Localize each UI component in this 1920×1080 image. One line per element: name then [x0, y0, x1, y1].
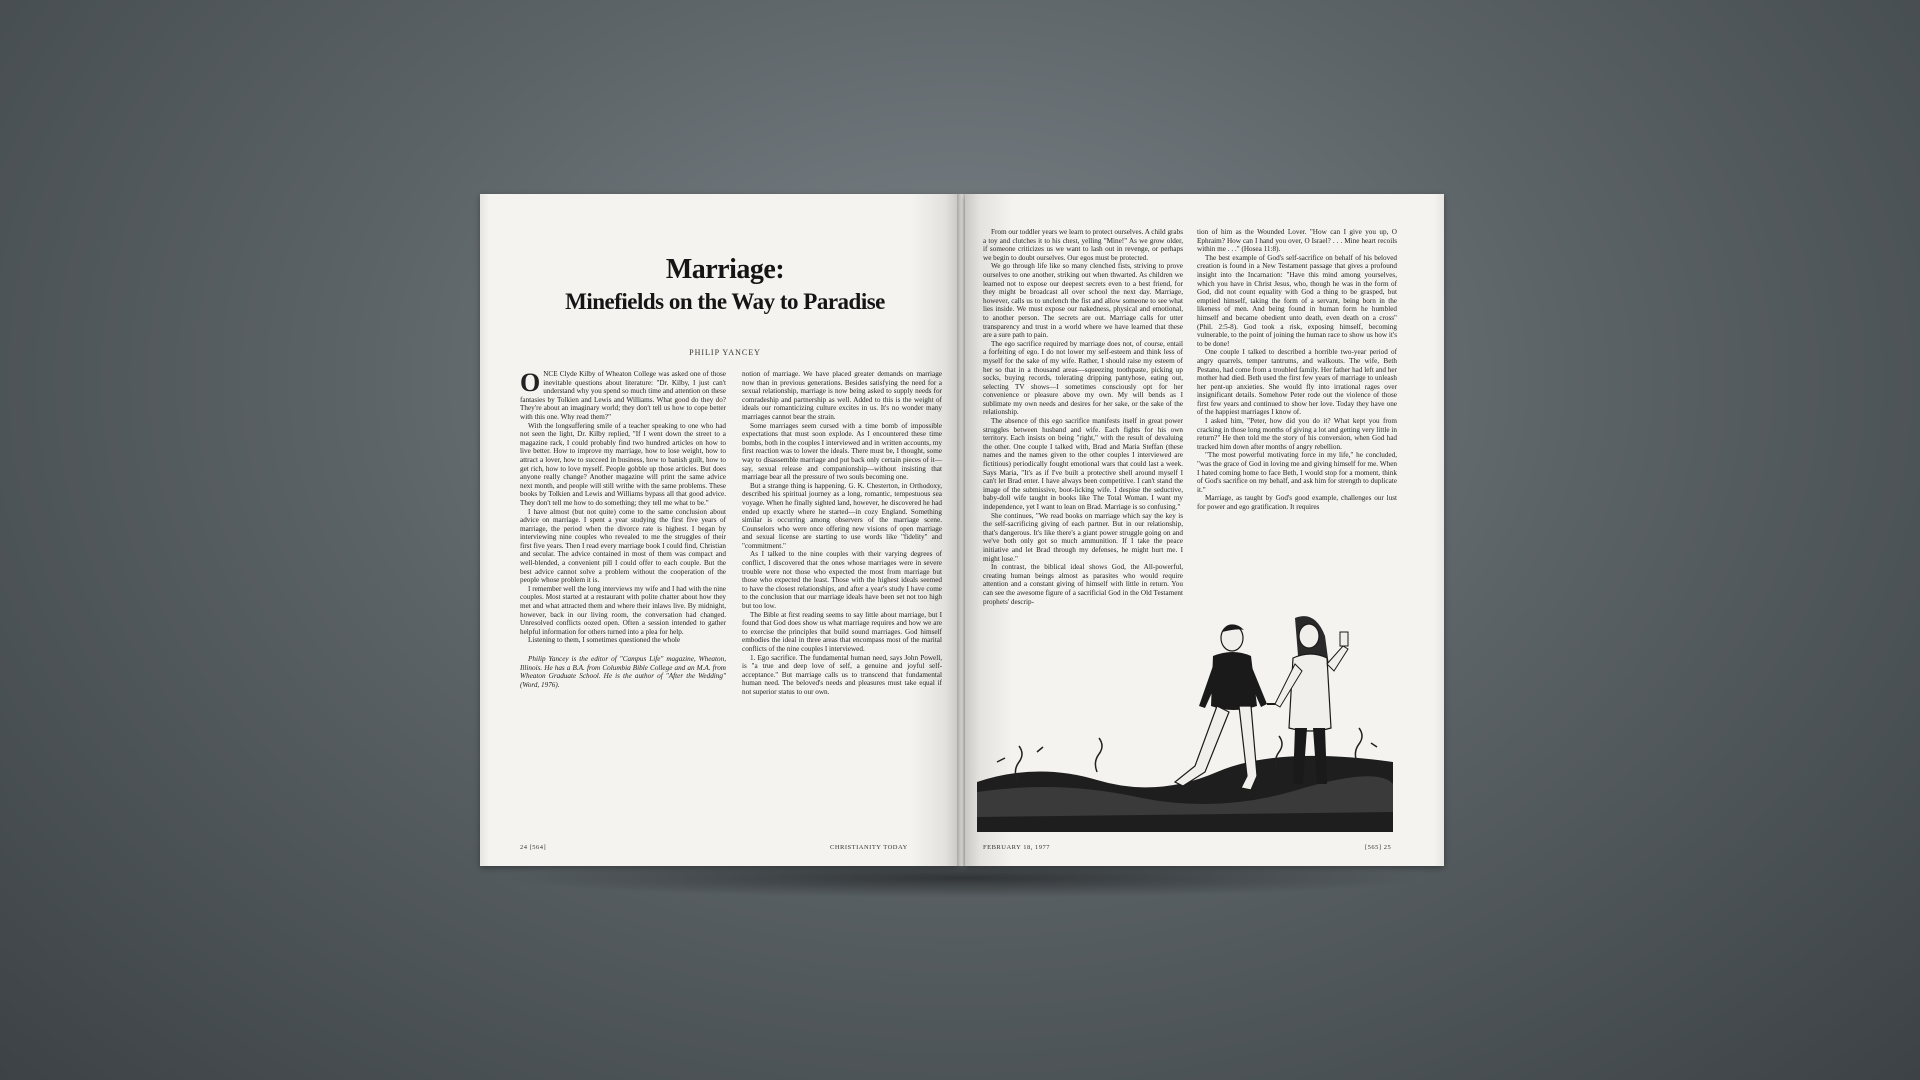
paragraph: She continues, "We read books on marriage which say the key is the self-sacrificing giving of each partner. But in our relationship, that's dangerous. It's like there's a giant power struggle going on and we've both only got so much ammunition. If I take the peace initiative and let Brad through my defenses, he might hurt me. I might lose." [983, 511, 1183, 563]
drop-cap: O [520, 370, 541, 397]
paragraph: Some marriages seem cursed with a time bomb of impossible expectations that must soon explode. As I encountered these time bombs, both in the couples I interviewed and in written accounts, my first reaction was to lower the ideals. There must be, I thought, some way to disassemble marriage and put back only certain pieces of it—say, sexual release and companionship—without insisting that marriage bear all the pressure of two souls becoming one. [742, 421, 942, 482]
paragraph: Marriage, as taught by God's good example, challenges our lust for power and ego gratification. It requires [1197, 494, 1397, 511]
paragraph: The best example of God's self-sacrifice on behalf of his beloved creation is found in a New Testament passage that gives a profound insight into the Incarnation: "Have this mind among yourselves, which you have in Christ Jesus, who, though he was in the form of God, did not count equality with God a thing to be grasped, but emptied himself, taking the form of a servant, being born in the likeness of men. And being found in human form he humbled himself and became obedient unto death, even death on a cross" (Phil. 2:5-8). God took a risk, exposing himself, becoming vulnerable, to the point of joining the human race to show us how it's to be done! [1197, 253, 1397, 348]
paragraph: I have almost (but not quite) come to the same conclusion about advice on marriage. I spent a year studying the first five years of marriage, the period when the divorce rate is highest. I began by interviewing nine couples who revealed to me the struggles of their first five years. Then I read every marriage book I could find, Christian and secular. The advice contained in most of them was compact and well-blended, a convenient pill I could offer to each couple. But the best advice cannot solve a problem without the cooperation of the people whose problem it is. [520, 507, 726, 585]
footer-page-number: 24 [564] [520, 844, 547, 851]
paragraph: tion of him as the Wounded Lover. "How can I give you up, O Ephraim? How can I hand you over, O Israel? . . . Mine heart recoils within me . . ." (Hosea 11:8). [1197, 228, 1397, 254]
man-figure [1175, 624, 1267, 790]
paragraph: Listening to them, I sometimes questioned the whole [528, 636, 681, 645]
right-page [965, 194, 1444, 866]
paragraph: I asked him, "Peter, how did you do it? What kept you from cracking in those long months of giving a lot and getting very little in return?" He then told me the story of his conversion, when God had tracked him down after months of angry rebellion. [1197, 417, 1397, 451]
paragraph: ONCE Clyde Kilby of Wheaton College was asked one of those inevitable questions about literature: "Dr. Kilby, I just can't understand why you spend so much time and attention on these fantasies by Tolkien and Lewis and Williams. What good do they do? They're about an imaginary world; they don't tell us how to cope better with this one. Why read them?" [520, 370, 726, 421]
footer-date: FEBRUARY 18, 1977 [983, 844, 1050, 851]
title-line-2: Minefields on the Way to Paradise [565, 289, 885, 314]
paragraph: 1. Ego sacrifice. The fundamental human need, says John Powell, is "a true and deep love of self, a genuine and joyful self-acceptance." But marriage calls us to transcend that fundamental human need. The beloved's needs and pleasures must take equal if not superior status to our own. [742, 653, 942, 696]
footer-page-number: [565] 25 [1365, 844, 1392, 851]
paragraph: From our toddler years we learn to protect ourselves. A child grabs a toy and clutches it to his chest, yelling "Mine!" As we grow older, if someone criticizes us we want to lash out in revenge, or perhaps we begin to doubt ourselves. Our egos must be protected. [983, 228, 1183, 262]
paragraph: I remember well the long interviews my wife and I had with the nine couples. Most started at a restaurant with polite chatter about how they met and what attracted them and where their inlaws live. By midnight, however, back in our living room, the conversation had changed. Unresolved conflicts oozed open. Often a session intended to gather helpful information for others turned into a plea for help. [520, 584, 726, 636]
paragraph: "The most powerful motivating force in my life," he concluded, "was the grace of God in loving me and giving himself for me. When I hated coming home to face Beth, I would stop for a moment, think of God's sacrifice on my behalf, and ask him for strength to duplicate it." [1197, 451, 1397, 494]
left-column-1 [520, 370, 726, 840]
paragraph: As I talked to the nine couples with their varying degrees of conflict, I discovered that the ones whose marriages were in severe trouble were not those who expected the most from marriage but those who expected the least. Those with the highest ideals seemed to have the closest relationships, and after a year's study I have come to the conclusion that our marriage ideals have been set not too high but too low. [742, 550, 942, 611]
paragraph: In contrast, the biblical ideal shows God, the All-powerful, creating human beings almost as parasites who would require attention and a constant giving of himself with little in return. You can see the awesome figure of a sacrificial God in the Old Testament prophets' descrip- [983, 563, 1183, 606]
right-column-2 [1197, 228, 1397, 604]
paragraph: The Bible at first reading seems to say little about marriage, but I found that God does show us what marriage requires and how we are to exercise the principles that build sound marriages. God himself embodies the ideal in three areas that encompass most of the marital conflicts of the nine couples I interviewed. [742, 610, 942, 653]
paragraph: notion of marriage. We have placed greater demands on marriage now than in previous generations. Besides satisfying the need for a sexual relationship, marriage is now being asked to supply needs for comradeship and partnership as well. Added to this is the weight of ideals our romanticizing culture excites in us. It's no wonder many marriages cannot bear the strain. [742, 370, 942, 421]
open-magazine [480, 194, 1444, 866]
paragraph: We go through life like so many clenched fists, striving to prove ourselves to one another, striking out when thwarted. As children we learned not to expose our deepest secrets even to a best friend, for they might be broadcast all over school the next day. Marriage, however, calls us to unclench the fist and allow someone to see what lies inside. We must expose our nakedness, physical and emotional, to another person. The secrets are out. Marriage calls for utter transparency and trust in a world where we have learned that these are a sure path to pain. [983, 262, 1183, 340]
paragraph: One couple I talked to described a horrible two-year period of angry quarrels, temper tantrums, and walkouts. The wife, Beth Pestano, had come from a troubled family. Her father had left and her mother had died. Beth used the first few years of marriage to unleash her pent-up anxieties. She would fly into irrational rages over insignificant details. Somehow Peter rode out the violence of those first few years and continued to show her love. Today they have one of the happiest marriages I know of. [1197, 348, 1397, 417]
paragraph: But a strange thing is happening. G. K. Chesterton, in Orthodoxy, described his spiritual journey as a long, romantic, tempestuous sea voyage. When he finally sighted land, however, he discovered he had ended up exactly where he started—in cozy England. Something similar is occurring among observers of the marriage scene. Counselors who were once offering new visions of open marriage and sexual license are starting to use words like "fidelity" and "commitment." [742, 481, 942, 550]
title-line-1: Marriage: [665, 254, 785, 285]
paragraph: With the longsuffering smile of a teacher speaking to one who had not seen the light, Dr. Kilby replied, "If I went down the street to a magazine rack, I could probably find two hundred articles on how to live better. How to improve my marriage, how to lose weight, how to attract a lover, how to succeed in business, how to banish guilt, how to get rich, how to love myself. People gobble up those articles. But does anyone really change? Another magazine will print the same advice next month, and people will still writhe with the same problems. These books by Tolkien and Lewis and Williams bypass all that good advice. They don't tell me how to do something; they tell me what to be." [520, 421, 726, 507]
byline: PHILIP YANCEY [689, 348, 761, 357]
left-page [480, 194, 959, 866]
couple-illustration [977, 612, 1393, 832]
paragraph: The ego sacrifice required by marriage does not, of course, entail a forfeiting of ego. I do not lower my self-esteem and think less of myself for the sake of my wife. Rather, I should raise my esteem of her so that in a thousand areas—squeezing toothpaste, picking up socks, buying records, tolerating dripping pantyhose, eating out, selecting TV shows—I sometimes consciously opt for her convenience or pleasure above my own. My will bends as I sublimate my own needs and desires for her sake, or the sake of the relationship. [983, 339, 1183, 417]
footer-publication: CHRISTIANITY TODAY [830, 844, 908, 851]
left-column-2 [742, 370, 942, 840]
paragraph: The absence of this ego sacrifice manifests itself in great power struggles between husband and wife. Each fights for his own territory. Each insists on being "right," with the result of devaluing the other. One couple I talked with, Brad and Maria Steffan (these names and the names given to the other couples I interviewed are fictitious) periodically fought emotional wars that could last a week. Says Maria, "It's as if I've built a protective shell around myself I can't let Brad enter. I have always been competitive. I can't stand the image of the submissive, boot-licking wife. I despise the seductive, baby-doll wife taught in books like The Total Woman. I want my independence, yet I want to lean on Brad. Marriage is so confusing." [983, 417, 1183, 511]
article-title [520, 254, 930, 318]
author-bio: Philip Yancey is the editor of "Campus Life" magazine, Wheaton, Illinois. He has a B.A. from Columbia Bible College and an M.A. from Wheaton Graduate School. He is the author of "After the Wedding" (Word, 1976). [520, 655, 726, 689]
